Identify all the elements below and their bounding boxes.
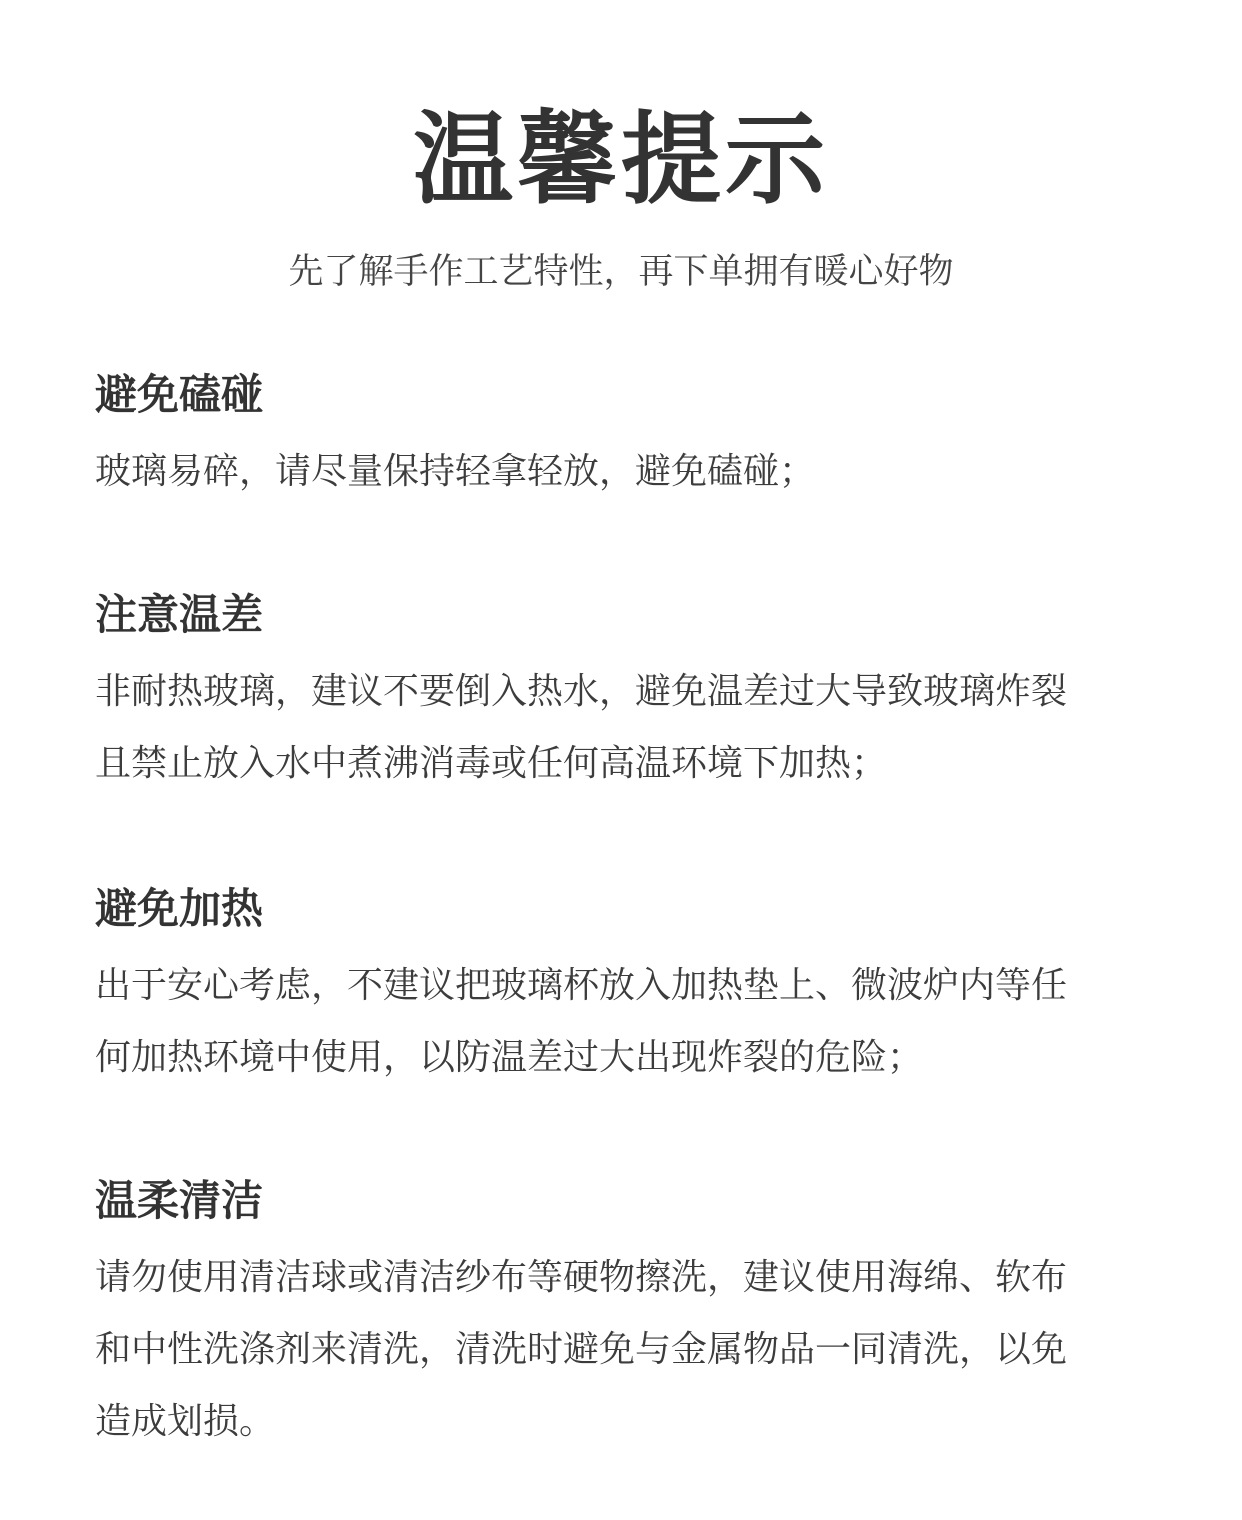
section-avoid-heating	[95, 880, 1155, 1094]
section-avoid-bumps	[95, 366, 1155, 508]
section-heading: 温柔清洁	[95, 1176, 264, 1225]
page-subtitle: 先了解手作工艺特性，再下单拥有暖心好物	[288, 252, 954, 292]
page-title: 温馨提示	[413, 101, 829, 218]
section-body-line: 和中性洗涤剂来清洗，清洗时避免与金属物品一同清洗，以免	[95, 1329, 1068, 1370]
section-temperature-difference	[95, 586, 1155, 800]
section-body-line: 非耐热玻璃，建议不要倒入热水，避免温差过大导致玻璃炸裂	[95, 671, 1068, 712]
section-body-line: 出于安心考虑，不建议把玻璃杯放入加热垫上、微波炉内等任	[95, 965, 1068, 1006]
section-body	[95, 656, 1155, 800]
section-body-line: 玻璃易碎，请尽量保持轻拿轻放，避免磕碰；	[95, 451, 816, 492]
section-body	[95, 436, 1155, 508]
section-gentle-cleaning	[95, 1172, 1155, 1458]
section-heading: 避免磕碰	[95, 370, 264, 419]
section-body	[95, 950, 1155, 1094]
section-heading: 注意温差	[95, 590, 264, 639]
section-body	[95, 1242, 1155, 1458]
section-body-line: 请勿使用清洁球或清洁纱布等硬物擦洗，建议使用海绵、软布	[95, 1257, 1068, 1298]
section-body-line: 且禁止放入水中煮沸消毒或任何高温环境下加热；	[95, 743, 888, 784]
section-body-line: 何加热环境中使用，以防温差过大出现炸裂的危险；	[95, 1037, 924, 1078]
section-heading: 避免加热	[95, 884, 264, 933]
section-body-line: 造成划损。	[95, 1401, 276, 1442]
